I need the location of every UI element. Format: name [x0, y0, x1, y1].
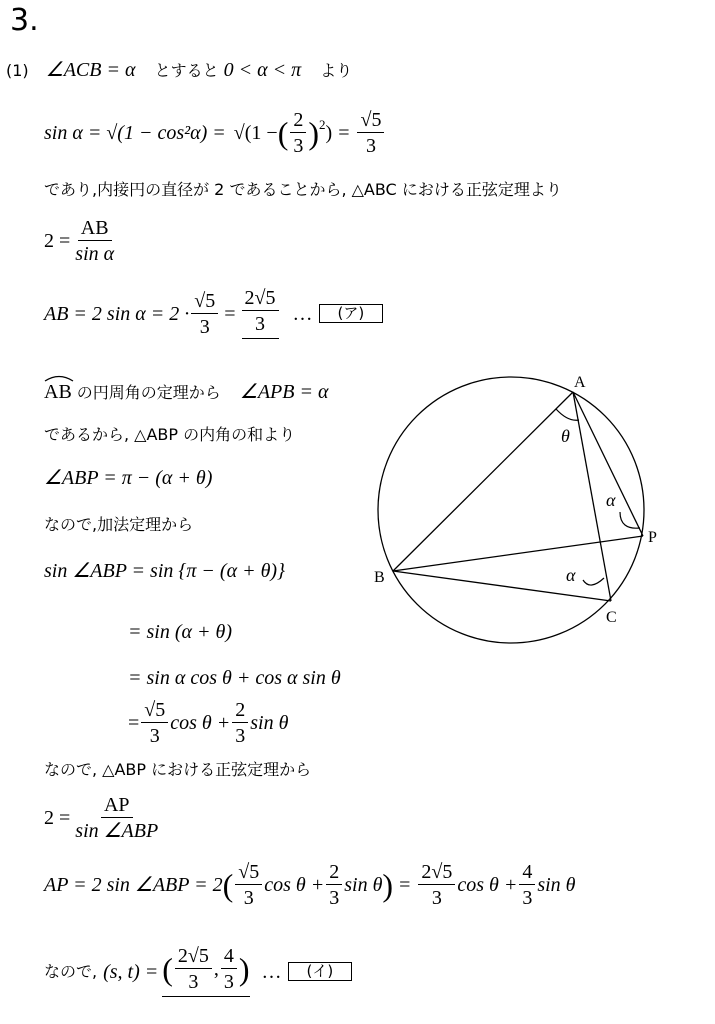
label-alpha-p: α [606, 490, 616, 510]
segment-ab [393, 392, 573, 571]
label-theta: θ [561, 426, 570, 446]
frac-root5-3: $\frac{√5}{3}$ [357, 110, 384, 156]
line-12: = sin α cos θ + cos α sin θ [128, 667, 341, 689]
line-2-sin-alpha: sin α = √(1 − cos²α) = √(1 − ( $\frac{2}{3}$ ) $^2$ ) = $\frac{√5}{3}$ [44, 110, 386, 156]
line-1 [6, 60, 352, 80]
label-alpha-c: α [566, 565, 576, 585]
angle-arc-alpha-p [620, 512, 640, 528]
line-13: = $\frac{√5}{3}$ cos θ + $\frac{2}{3}$ sin θ [128, 699, 289, 747]
sin-alpha-lhs: sin α = √(1 − cos²α) = [44, 122, 226, 144]
line-4-law-of-sines: 2 = $\frac{AB}{\text{sin α}}$ [44, 218, 119, 264]
line-5-ab: AB = 2 sin α = 2 · $\frac{√5}{3}$ = $\frac{2√5}{3}$ … (ア) [44, 288, 383, 339]
answer-a-value: $\frac{2√5}{3}$ [242, 288, 279, 339]
circumcircle [378, 377, 644, 643]
label-c: C [606, 609, 617, 626]
math-acb: ∠ACB = α [45, 59, 136, 81]
line-15: 2 = $\frac{AP}{\text{sin ∠ABP}}$ [44, 794, 159, 842]
label-a: A [574, 374, 586, 391]
frac-two-thirds: $\frac{2}{3}$ [290, 110, 306, 156]
line-11: = sin (α + θ) [128, 621, 232, 643]
label-b: B [374, 569, 385, 586]
math-inequality: 0 < α < π [223, 59, 302, 81]
problem-number: 3. [10, 3, 39, 38]
angle-arc-theta [556, 409, 579, 420]
part-label: (1) [6, 61, 29, 80]
line-9-text: なので,加法定理から [44, 515, 194, 534]
circle-figure [370, 370, 670, 660]
line-7-text: であるから, △ABP の内角の和より [44, 425, 296, 444]
text-yori: より [320, 61, 353, 80]
segment-bp [393, 536, 643, 571]
line-17: なので, (s, t) = ( $\frac{2√5}{3}$ , $\frac{4}{3}$ ) … (イ) [44, 946, 352, 997]
text-tosuruto: とすると [154, 61, 219, 80]
line-3-text: であり,内接円の直径が 2 であることから, △ABC における正弦定理より [44, 180, 562, 199]
line-8-abp: ∠ABP = π − (α + θ) [44, 467, 213, 489]
line-6: AB の円周角の定理から ∠APB = α [44, 382, 328, 402]
segment-bc [393, 571, 611, 601]
frac-ab-sin: $\frac{AB}{\text{sin α}}$ [75, 217, 115, 265]
segment-ap [573, 392, 643, 536]
answer-box-a: (ア) [319, 304, 384, 323]
arc-ab: AB [44, 381, 77, 403]
line-10: sin ∠ABP = sin {π − (α + θ)} [44, 560, 286, 582]
answer-box-i: (イ) [288, 962, 353, 981]
line-16-ap: AP = 2 sin ∠ABP = 2 ( $\frac{√5}{3}$ cos θ + $\frac{2}{3}$ sin θ ) = $\frac{2√5}{3}$ cos θ + $\frac{4}{3}$ sin θ [44, 861, 576, 909]
answer-i-value: ( $\frac{2√5}{3}$ , $\frac{4}{3}$ ) [162, 946, 249, 997]
label-p: P [648, 529, 657, 546]
angle-arc-alpha-c [583, 578, 604, 585]
line-14-text: なので, △ABP における正弦定理から [44, 760, 312, 779]
